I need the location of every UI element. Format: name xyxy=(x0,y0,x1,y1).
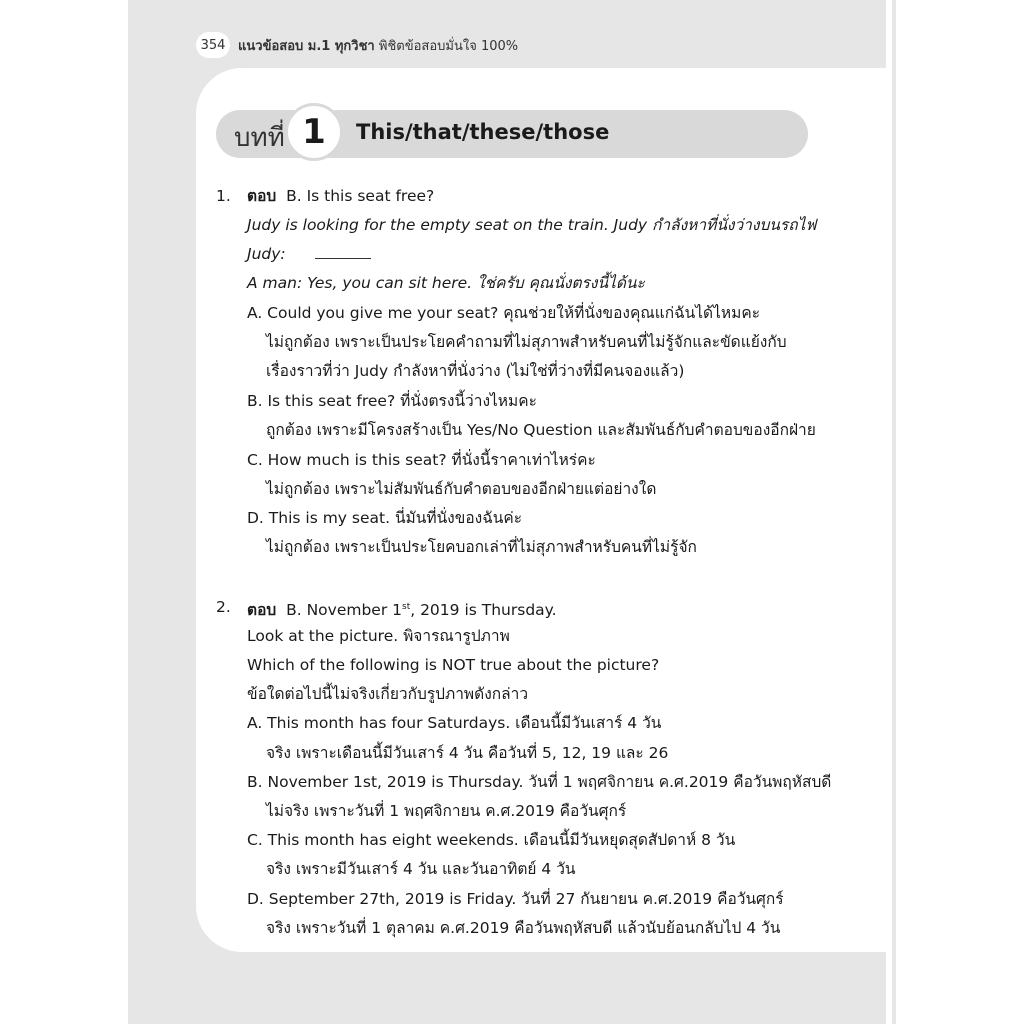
q2-option-c-explain: จริง เพราะมีวันเสาร์ 4 วัน และวันอาทิตย์ 4 วัน xyxy=(266,860,576,878)
q2-answer-post: , 2019 is Thursday. xyxy=(410,601,557,620)
q1-speaker1: Judy: xyxy=(247,245,286,263)
running-title-rest: พิชิตข้อสอบมั่นใจ 100% xyxy=(378,38,519,54)
q1-option-b-explain: ถูกต้อง เพราะมีโครงสร้างเป็น Yes/No Question และสัมพันธ์กับคำตอบของอีกฝ่าย xyxy=(266,421,816,439)
page-number: 354 xyxy=(196,32,230,58)
q1-option-b: B. Is this seat free? ที่นั่งตรงนี้ว่างไหมคะ xyxy=(247,392,537,410)
q1-context: Judy is looking for the empty seat on the train. Judy กำลังหาที่นั่งว่างบนรถไฟ xyxy=(247,216,817,234)
q2-option-b-explain: ไม่จริง เพราะวันที่ 1 พฤศจิกายน ค.ศ.2019 คือวันศุกร์ xyxy=(266,802,627,820)
q2-option-c: C. This month has eight weekends. เดือนนี้มีวันหยุดสุดสัปดาห์ 8 วัน xyxy=(247,831,736,849)
q2-line-3: ข้อใดต่อไปนี้ไม่จริงเกี่ยวกับรูปภาพดังกล่าว xyxy=(247,685,529,703)
q2-answer-pre: B. November 1 xyxy=(286,601,402,620)
running-title xyxy=(238,35,518,56)
q2-option-a: A. This month has four Saturdays. เดือนนี้มีวันเสาร์ 4 วัน xyxy=(247,714,662,732)
q2-answer-sup: st xyxy=(402,602,411,612)
q1-option-c-explain: ไม่ถูกต้อง เพราะไม่สัมพันธ์กับคำตอบของอีกฝ่ายแต่อย่างใด xyxy=(266,480,657,498)
q1-option-a-explain-2: เรื่องราวที่ว่า Judy กำลังหาที่นั่งว่าง (ไม่ใช่ที่ว่างที่มีคนจองแล้ว) xyxy=(266,362,685,380)
q1-speaker1-line xyxy=(247,244,371,264)
q2-option-a-explain: จริง เพราะเดือนนี้มีวันเสาร์ 4 วัน คือวันที่ 5, 12, 19 และ 26 xyxy=(266,744,669,762)
q1-option-a-explain-1: ไม่ถูกต้อง เพราะเป็นประโยคคำถามที่ไม่สุภาพสำหรับคนที่ไม่รู้จักและขัดแย้งกับ xyxy=(266,333,787,351)
q1-number: 1. xyxy=(216,187,231,205)
q2-option-d-explain: จริง เพราะวันที่ 1 ตุลาคม ค.ศ.2019 คือวันพฤหัสบดี แล้วนับย้อนกลับไป 4 วัน xyxy=(266,919,781,937)
running-title-bold: แนวข้อสอบ ม.1 ทุกวิชา xyxy=(238,38,375,54)
chapter-number: 1 xyxy=(285,103,343,161)
q1-answer-line xyxy=(247,186,434,206)
q2-number: 2. xyxy=(216,598,231,616)
q2-answer-label: ตอบ xyxy=(247,601,277,620)
q1-option-d-explain: ไม่ถูกต้อง เพราะเป็นประโยคบอกเล่าที่ไม่สุภาพสำหรับคนที่ไม่รู้จัก xyxy=(266,538,697,556)
q2-option-b: B. November 1st, 2019 is Thursday. วันที่ 1 พฤศจิกายน ค.ศ.2019 คือวันพฤหัสบดี xyxy=(247,773,832,791)
q1-option-a: A. Could you give me your seat? คุณช่วยให้ที่นั่งของคุณแก่ฉันได้ไหมคะ xyxy=(247,304,761,322)
chapter-word: บทที่ xyxy=(234,123,285,153)
answer-blank xyxy=(315,246,371,259)
q1-answer-label: ตอบ xyxy=(247,187,277,205)
chapter-title: This/that/these/those xyxy=(356,120,610,144)
q2-line-1: Look at the picture. พิจารณารูปภาพ xyxy=(247,627,510,645)
q2-option-d: D. September 27th, 2019 is Friday. วันที่ 27 กันยายน ค.ศ.2019 คือวันศุกร์ xyxy=(247,890,784,908)
q1-option-c: C. How much is this seat? ที่นั่งนี้ราคาเท่าไหร่คะ xyxy=(247,451,596,469)
q2-answer-line xyxy=(247,597,557,620)
q1-option-d: D. This is my seat. นี่มันที่นั่งของฉันค่ะ xyxy=(247,509,523,527)
q1-answer: B. Is this seat free? xyxy=(286,187,435,205)
running-header xyxy=(196,32,518,58)
q2-line-2: Which of the following is NOT true about the picture? xyxy=(247,656,660,674)
q1-speaker2: A man: Yes, you can sit here. ใช่ครับ คุณนั่งตรงนี้ได้นะ xyxy=(247,274,645,292)
